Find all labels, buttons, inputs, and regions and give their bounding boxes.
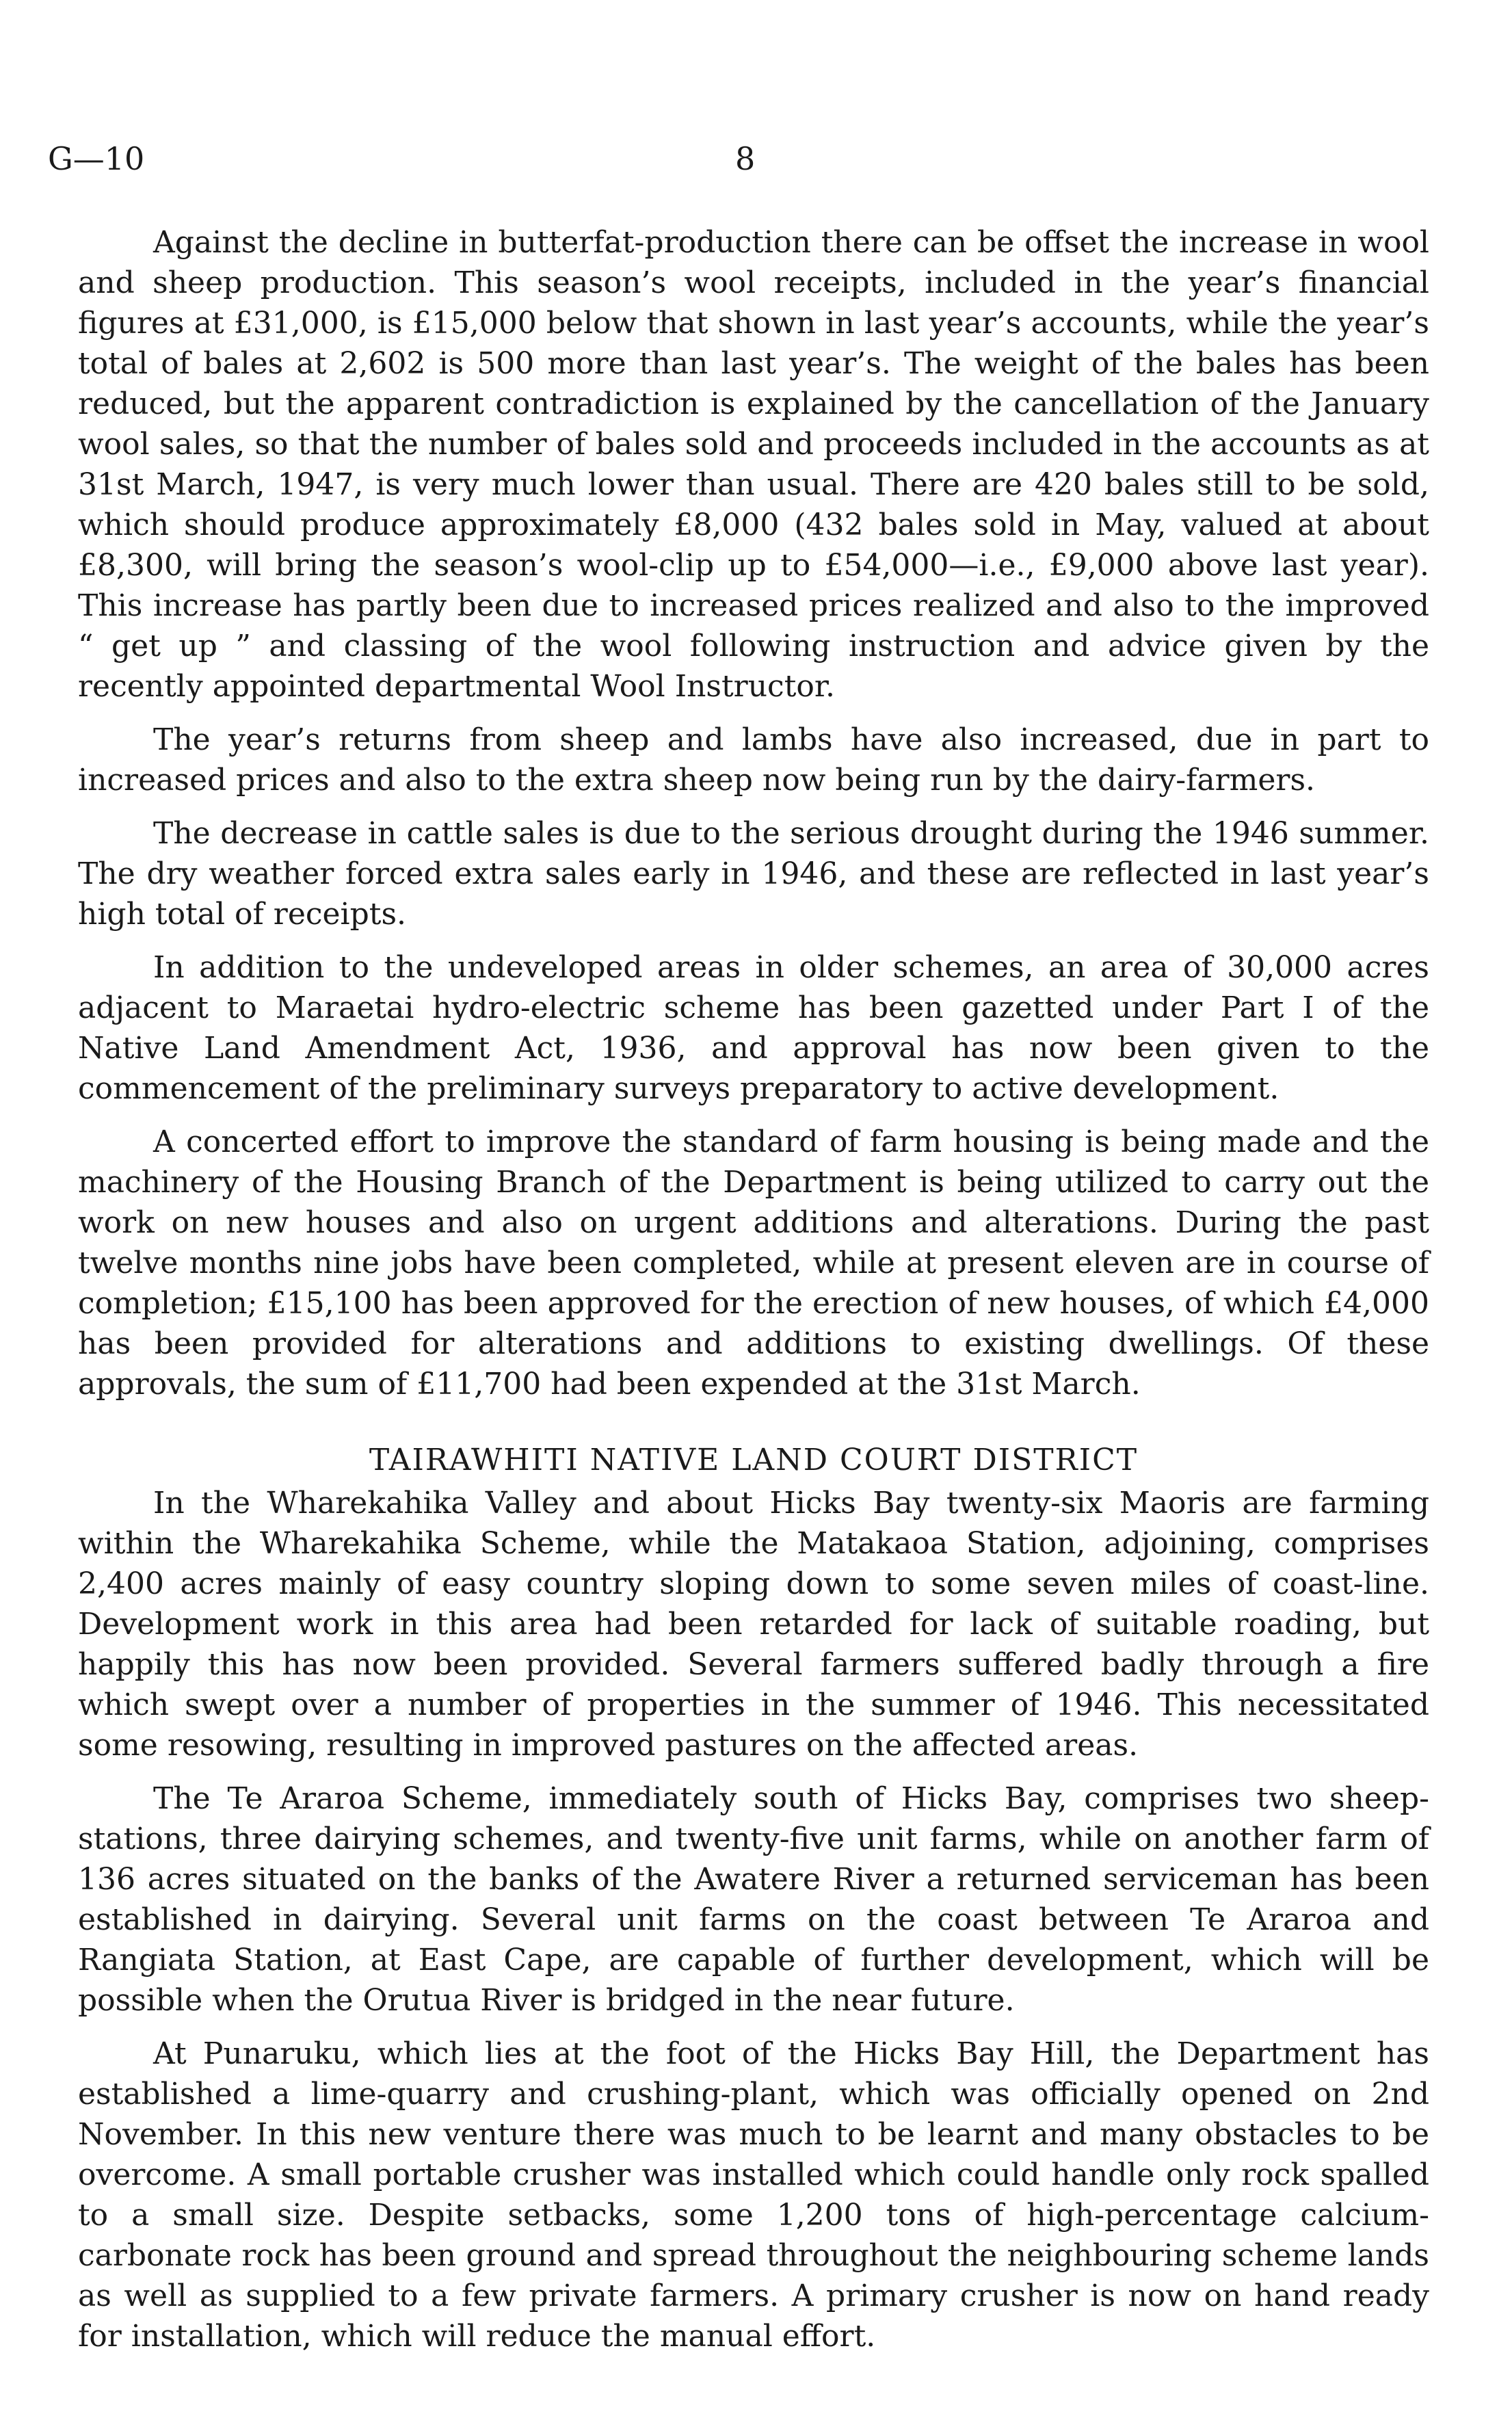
paragraph-punaruku: At Punaruku, which lies at the foot of the Hicks Bay Hill, the Department has established a lime-quarry and crushing-plant, which was officially opened on 2nd November. In this new venture there was much to be learnt and many obstacles to be overcome. A small portable crusher was installed which could handle only rock spalled to a small size. Despite setbacks, some 1,200 tons of high-percentage calcium-carbonate rock has been ground and spread throughout the neighbouring scheme lands as well as supplied to a few private farmers. A primary crusher is now on hand ready for installation, which will reduce the manual effort. (78, 2036, 1429, 2354)
paragraph-maraetai-area: In addition to the undeveloped areas in older schemes, an area of 30,000 acres adjacent to Maraetai hydro-electric scheme has been gazetted under Part I of the Native Land Amendment Act, 1936, and approval has now been given to the commencement of the preliminary surveys preparatory to active development. (78, 950, 1429, 1106)
document-reference: G—10 (48, 140, 145, 177)
paragraph-sheep-returns: The year’s returns from sheep and lambs have also increased, due in part to increased prices and also to the extra sheep now being run by the dairy-farmers. (78, 722, 1429, 798)
page-body (78, 222, 1429, 2369)
section-heading: TAIRAWHITI NATIVE LAND COURT DISTRICT (369, 1443, 1139, 1477)
page-number: 8 (735, 140, 756, 177)
paragraph-wool-production: Against the decline in butterfat-production there can be offset the increase in wool and sheep production. This season’s wool receipts, included in the year’s financial figures at £31,000, is £15,000 below that shown in last year’s accounts, while the year’s total of bales at 2,602 is 500 more than last year’s. The weight of the bales has been reduced, but the apparent contradiction is explained by the cancellation of the January wool sales, so that the number of bales sold and proceeds included in the accounts as at 31st March, 1947, is very much lower than usual. There are 420 bales still to be sold, which should produce approximately £8,000 (432 bales sold in May, valued at about £8,300, will bring the season’s wool-clip up to £54,000—i.e., £9,000 above last year). This increase has partly been due to increased prices realized and also to the improved “ get up ” and classing of the wool following instruction and advice given by the recently appointed departmental Wool Instructor. (78, 225, 1429, 704)
paragraph-wharekahika: In the Wharekahika Valley and about Hicks Bay twenty-six Maoris are farming within the Wharekahika Scheme, while the Matakaoa Station, adjoining, comprises 2,400 acres mainly of easy country sloping down to some seven miles of coast-line. Development work in this area had been retarded for lack of suitable roading, but happily this has now been provided. Several farmers suffered badly through a fire which swept over a number of properties in the summer of 1946. This necessitated some resowing, resulting in improved pastures on the affected areas. (78, 1486, 1429, 1763)
paragraph-cattle-sales: The decrease in cattle sales is due to the serious drought during the 1946 summer. The dry weather forced extra sales early in 1946, and these are reflected in last year’s high total of receipts. (78, 816, 1429, 932)
page-header (48, 140, 1464, 181)
paragraph-te-araroa: The Te Araroa Scheme, immediately south of Hicks Bay, comprises two sheep-stations, three dairying schemes, and twenty-five unit farms, while on another farm of 136 acres situated on the banks of the Awatere River a returned serviceman has been established in dairying. Several unit farms on the coast between Te Araroa and Rangiata Station, at East Cape, are capable of further development, which will be possible when the Orutua River is bridged in the near future. (78, 1781, 1429, 2018)
paragraph-farm-housing: A concerted effort to improve the standard of farm housing is being made and the machinery of the Housing Branch of the Department is being utilized to carry out the work on new houses and also on urgent additions and alterations. During the past twelve months nine jobs have been completed, while at present eleven are in course of completion; £15,100 has been approved for the erection of new houses, of which £4,000 has been provided for alterations and additions to existing dwellings. Of these approvals, the sum of £11,700 had been expended at the 31st March. (78, 1125, 1429, 1402)
